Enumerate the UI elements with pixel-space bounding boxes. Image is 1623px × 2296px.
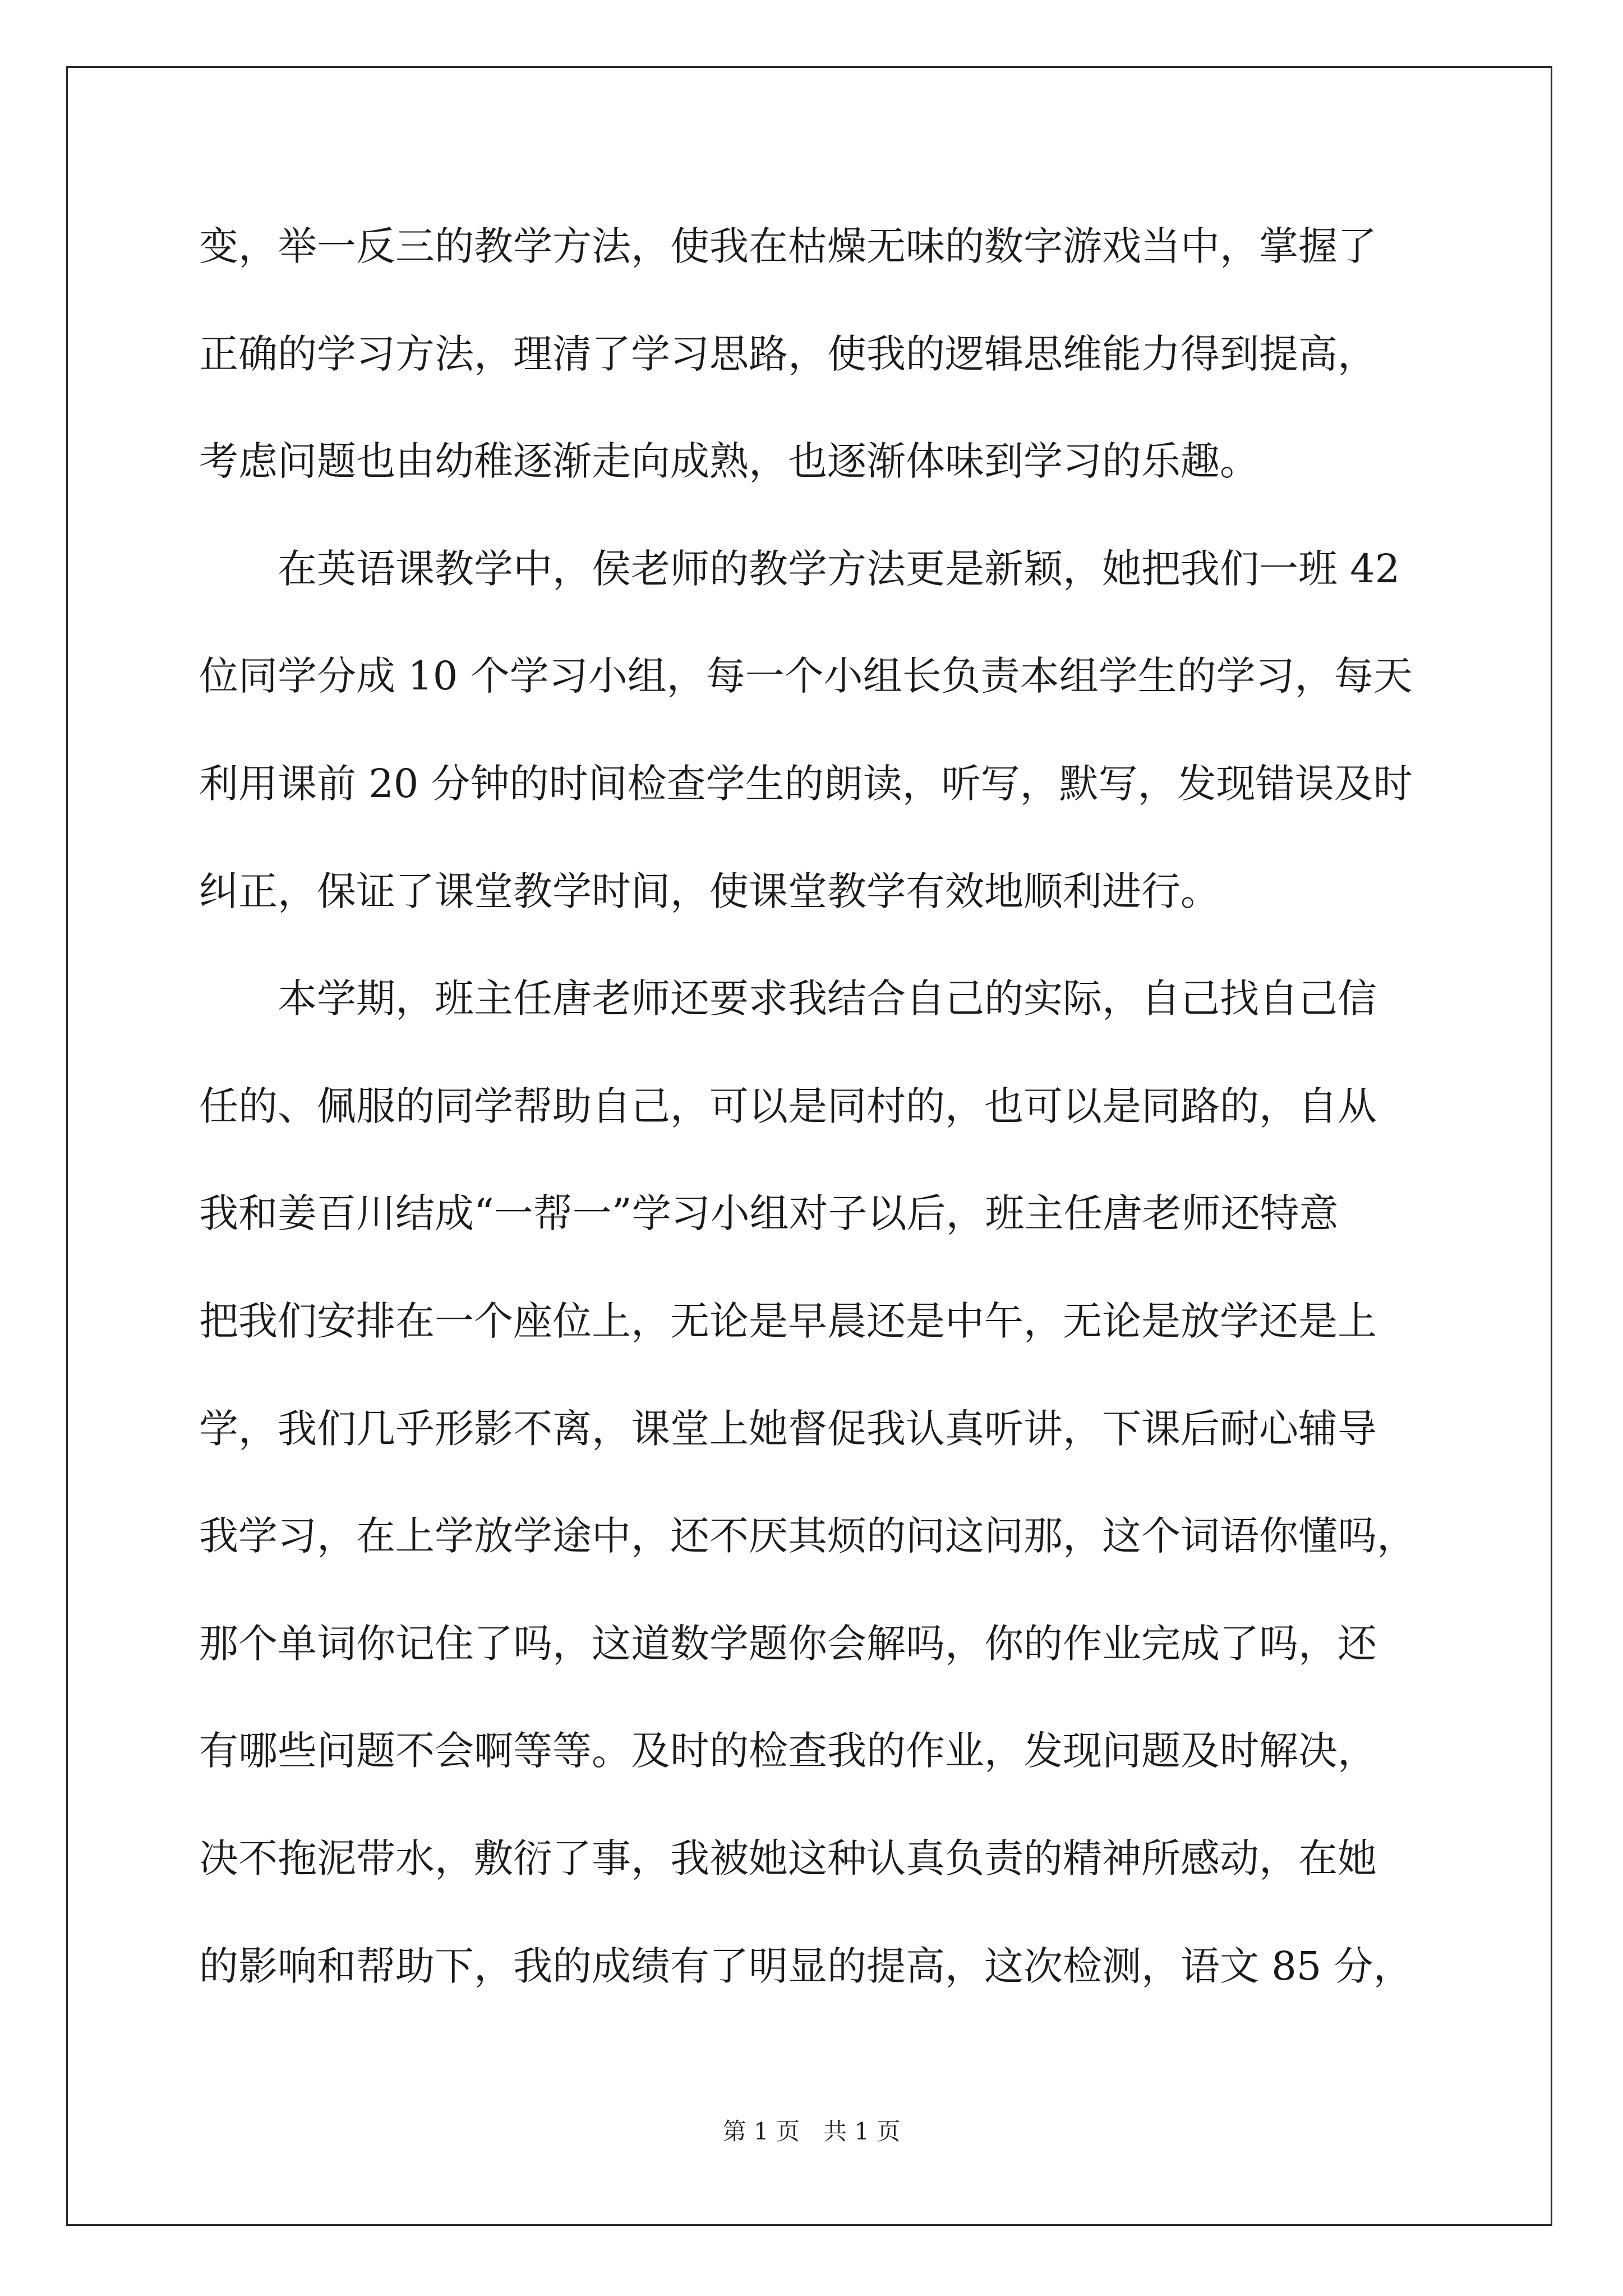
text-line-15: 有哪些问题不会啊等等。及时的检查我的作业，发现问题及时解决， <box>199 1728 1377 1774</box>
text-line-16: 决不拖泥带水，敷衍了事，我被她这种认真负责的精神所感动，在她 <box>199 1835 1377 1881</box>
text-line-8: 本学期，班主任唐老师还要求我结合自己的实际，自己找自己信 <box>199 976 1377 1022</box>
text-line-17: 的影响和帮助下，我的成绩有了明显的提高，这次检测，语文 85 分， <box>199 1943 1413 1989</box>
text-line-3: 考虑问题也由幼稚逐渐走向成熟，也逐渐体味到学习的乐趣。 <box>199 438 1259 485</box>
text-line-1: 变，举一反三的教学方法，使我在枯燥无味的数字游戏当中，掌握了 <box>199 223 1377 269</box>
text-line-11: 把我们安排在一个座位上，无论是早晨还是中午，无论是放学还是上 <box>199 1297 1377 1344</box>
document-body <box>199 193 1461 2020</box>
text-line-13: 我学习，在上学放学途中，还不厌其烦的问这问那，这个词语你懂吗， <box>199 1513 1416 1559</box>
text-line-14: 那个单词你记住了吗，这道数学题你会解吗，你的作业完成了吗，还 <box>199 1620 1377 1667</box>
text-line-6: 利用课前 20 分钟的时间检查学生的朗读，听写，默写，发现错误及时 <box>199 760 1413 807</box>
text-line-2: 正确的学习方法，理清了学习思路，使我的逻辑思维能力得到提高， <box>199 330 1377 377</box>
text-line-4: 在英语课教学中，侯老师的教学方法更是新颖，她把我们一班 42 <box>199 545 1400 592</box>
text-line-9: 任的、佩服的同学帮助自己，可以是同村的，也可以是同路的，自从 <box>199 1083 1377 1129</box>
page-footer: 第 1 页 共 1 页 <box>722 2118 901 2145</box>
text-line-12: 学，我们几乎形影不离，课堂上她督促我认真听讲，下课后耐心辅导 <box>199 1405 1377 1452</box>
text-line-10: 我和姜百川结成“一帮一”学习小组对子以后，班主任唐老师还特意 <box>199 1190 1339 1237</box>
text-line-7: 纠正，保证了课堂教学时间，使课堂教学有效地顺利进行。 <box>199 868 1220 914</box>
text-line-5: 位同学分成 10 个学习小组，每一个小组长负责本组学生的学习，每天 <box>199 653 1413 700</box>
